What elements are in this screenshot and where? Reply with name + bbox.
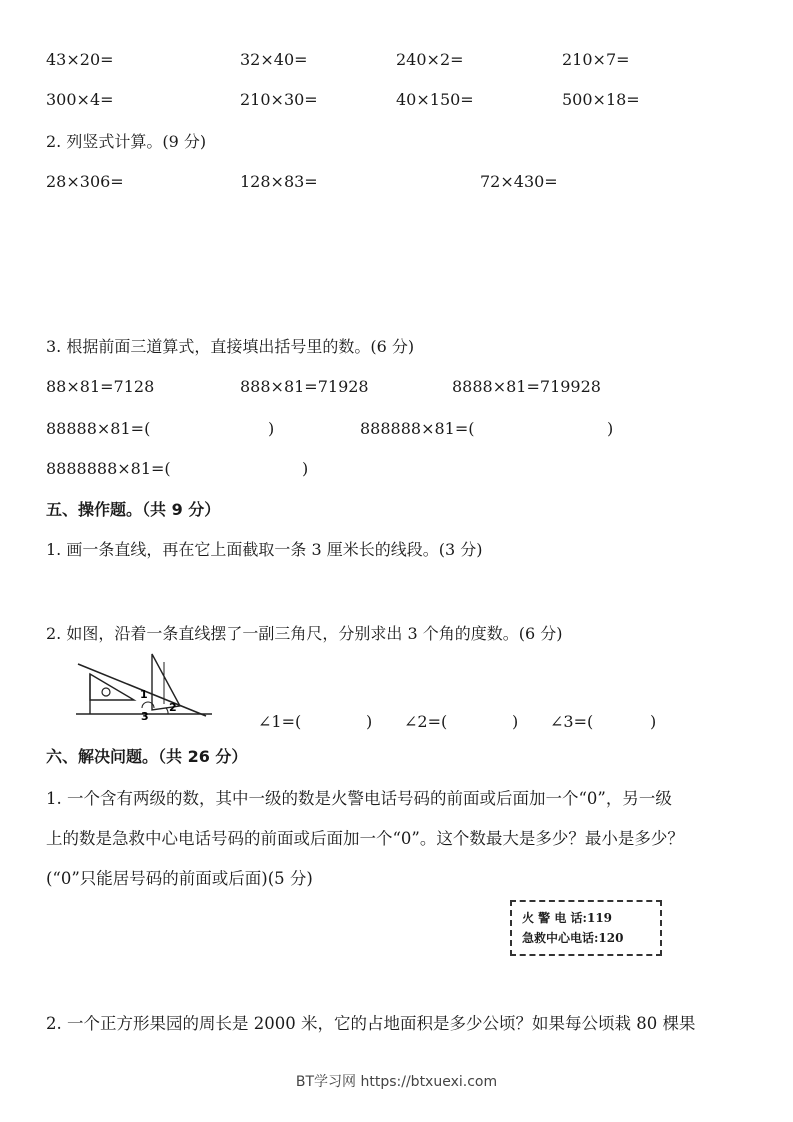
angle-answer: ∠2=( xyxy=(404,712,448,731)
close-paren: ) xyxy=(607,419,614,438)
question-text: 1. 画一条直线，再在它上面截取一条 3 厘米长的线段。(3 分) xyxy=(46,540,483,559)
question-text: 1. 一个含有两级的数，其中一级的数是火警电话号码的前面或后面加一个“0”，另一级 xyxy=(46,789,672,808)
angle-label: 2 xyxy=(169,701,177,714)
question-title: 3. 根据前面三道算式，直接填出括号里的数。(6 分) xyxy=(46,337,415,356)
angle-answer: ∠1=( xyxy=(258,712,302,731)
fire-phone: 火 警 电 话:119 xyxy=(522,911,613,925)
triangle-rulers-figure xyxy=(76,648,214,722)
calc-item: 240×2= xyxy=(396,50,464,69)
fill-blank-prompt: 88888×81=( xyxy=(46,419,151,438)
ambulance-phone: 急救中心电话:120 xyxy=(522,931,624,945)
close-paren: ) xyxy=(512,712,519,731)
given-equation: 8888×81=719928 xyxy=(452,377,601,396)
angle-label: 3 xyxy=(141,710,149,722)
section-heading: 五、操作题。（共 9 分） xyxy=(46,500,221,519)
calc-item: 40×150= xyxy=(396,90,474,109)
calc-item: 210×30= xyxy=(240,90,318,109)
given-equation: 88×81=7128 xyxy=(46,377,155,396)
fill-blank-prompt: 888888×81=( xyxy=(360,419,475,438)
vertical-calc-item: 72×430= xyxy=(480,172,558,191)
vertical-calc-item: 128×83= xyxy=(240,172,318,191)
close-paren: ) xyxy=(302,459,309,478)
close-paren: ) xyxy=(268,419,275,438)
close-paren: ) xyxy=(366,712,373,731)
question-text: 2. 如图，沿着一条直线摆了一副三角尺，分别求出 3 个角的度数。(6 分) xyxy=(46,624,563,643)
close-paren: ) xyxy=(650,712,657,731)
calc-item: 32×40= xyxy=(240,50,308,69)
fill-blank-prompt: 8888888×81=( xyxy=(46,459,171,478)
angle-answer: ∠3=( xyxy=(550,712,594,731)
footer-watermark: BT学习网 https://btxuexi.com xyxy=(295,1074,498,1090)
angle-label: 1 xyxy=(140,688,148,701)
question-text: 上的数是急救中心电话号码的前面或后面加一个“0”。这个数最大是多少？最小是多少？ xyxy=(46,829,684,848)
calc-item: 300×4= xyxy=(46,90,114,109)
given-equation: 888×81=71928 xyxy=(240,377,369,396)
question-text: 2. 一个正方形果园的周长是 2000 米，它的占地面积是多少公顷？如果每公顷栽 80 棵果 xyxy=(46,1014,696,1033)
question-text: (“0”只能居号码的前面或后面)(5 分) xyxy=(46,869,313,888)
section-heading: 六、解决问题。（共 26 分） xyxy=(46,747,248,766)
calc-item: 43×20= xyxy=(46,50,114,69)
calc-item: 500×18= xyxy=(562,90,640,109)
vertical-calc-item: 28×306= xyxy=(46,172,124,191)
calc-item: 210×7= xyxy=(562,50,630,69)
question-title: 2. 列竖式计算。(9 分) xyxy=(46,132,207,151)
phone-number-card xyxy=(510,900,662,956)
